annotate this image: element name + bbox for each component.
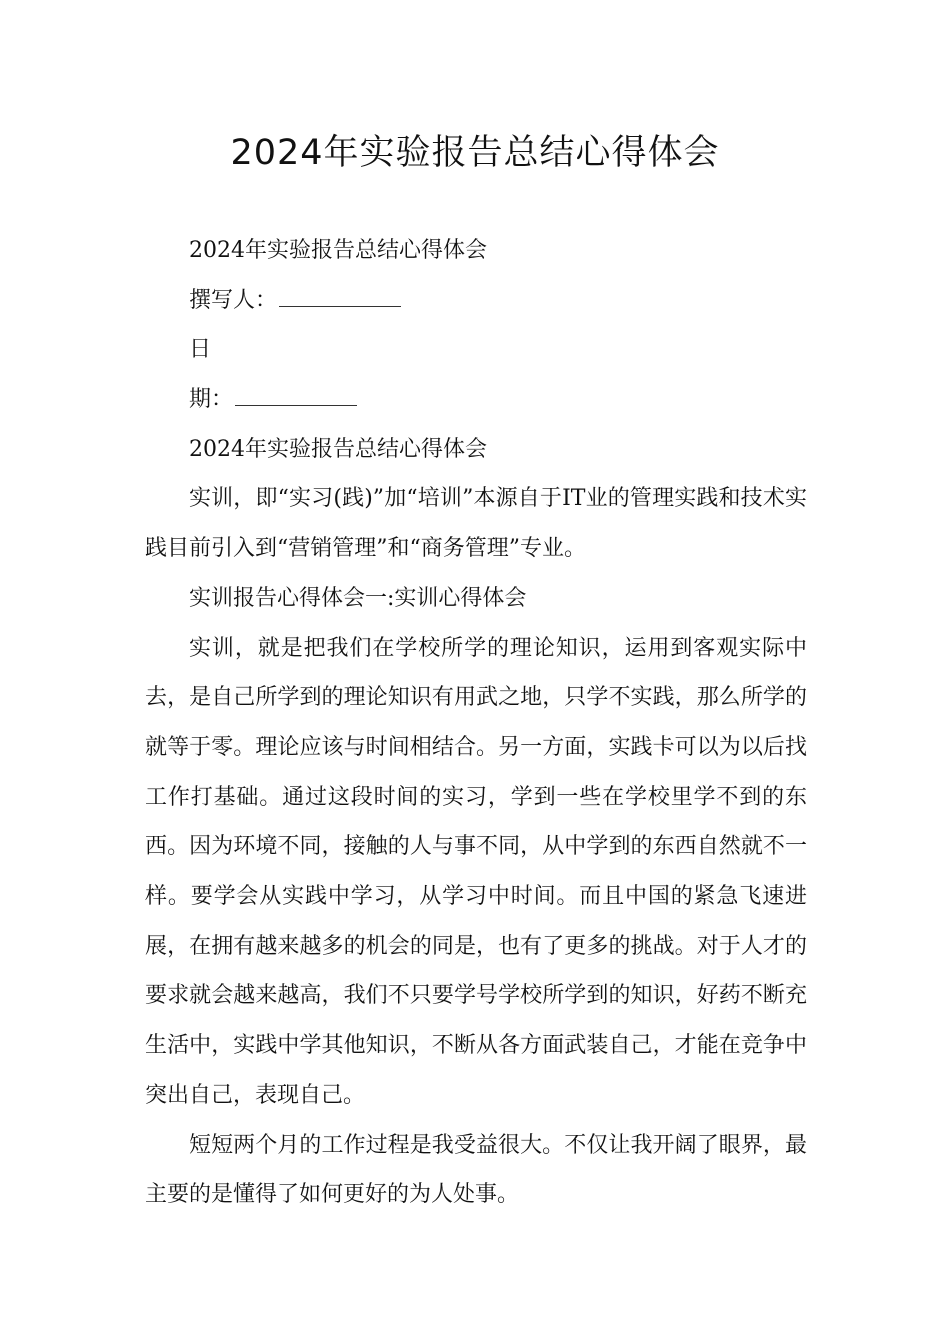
date-label-line1: 日 — [189, 337, 212, 363]
author-line — [145, 276, 807, 326]
document-title: 2024年实验报告总结心得体会 — [230, 133, 720, 173]
document-body — [145, 226, 807, 1220]
subtitle: 2024年实验报告总结心得体会 — [189, 238, 487, 263]
date-blank — [235, 385, 357, 406]
paragraph: 实训，即“实习(践)”加“培训”本源自于IT业的管理实践和技术实践目前引入到“营销管理”和“商务管理”专业。 — [145, 486, 807, 562]
author-blank — [279, 286, 401, 307]
subtitle-repeat: 2024年实验报告总结心得体会 — [189, 436, 487, 462]
paragraph: 短短两个月的工作过程是我受益很大。不仅让我开阔了眼界，最主要的是懂得了如何更好的为人处事。 — [145, 1132, 807, 1208]
paragraph: 实训报告心得体会一:实训心得体会 — [189, 585, 527, 611]
paragraph: 实训，就是把我们在学校所学的理论知识，运用到客观实际中去，是自己所学到的理论知识有用武之地，只学不实践，那么所学的就等于零。理论应该与时间相结合。另一方面，实践卡可以为以后找工作打基础。通过这段时间的实习，学到一些在学校里学不到的东西。因为环境不同，接触的人与事不同，从中学到的东西自然就不一样。要学会从实践中学习，从学习中时间。而且中国的紧急飞速进展，在拥有越来越多的机会的同是，也有了更多的挑战。对于人才的要求就会越来越高，我们不只要学号学校所学到的知识，好药不断充生活中，实践中学其他知识，不断从各方面武装自己，才能在竞争中突出自己，表现自己。 — [145, 635, 807, 1108]
author-label: 撰写人： — [189, 287, 278, 313]
date-label: 期： — [189, 387, 234, 413]
date-line — [145, 375, 807, 425]
